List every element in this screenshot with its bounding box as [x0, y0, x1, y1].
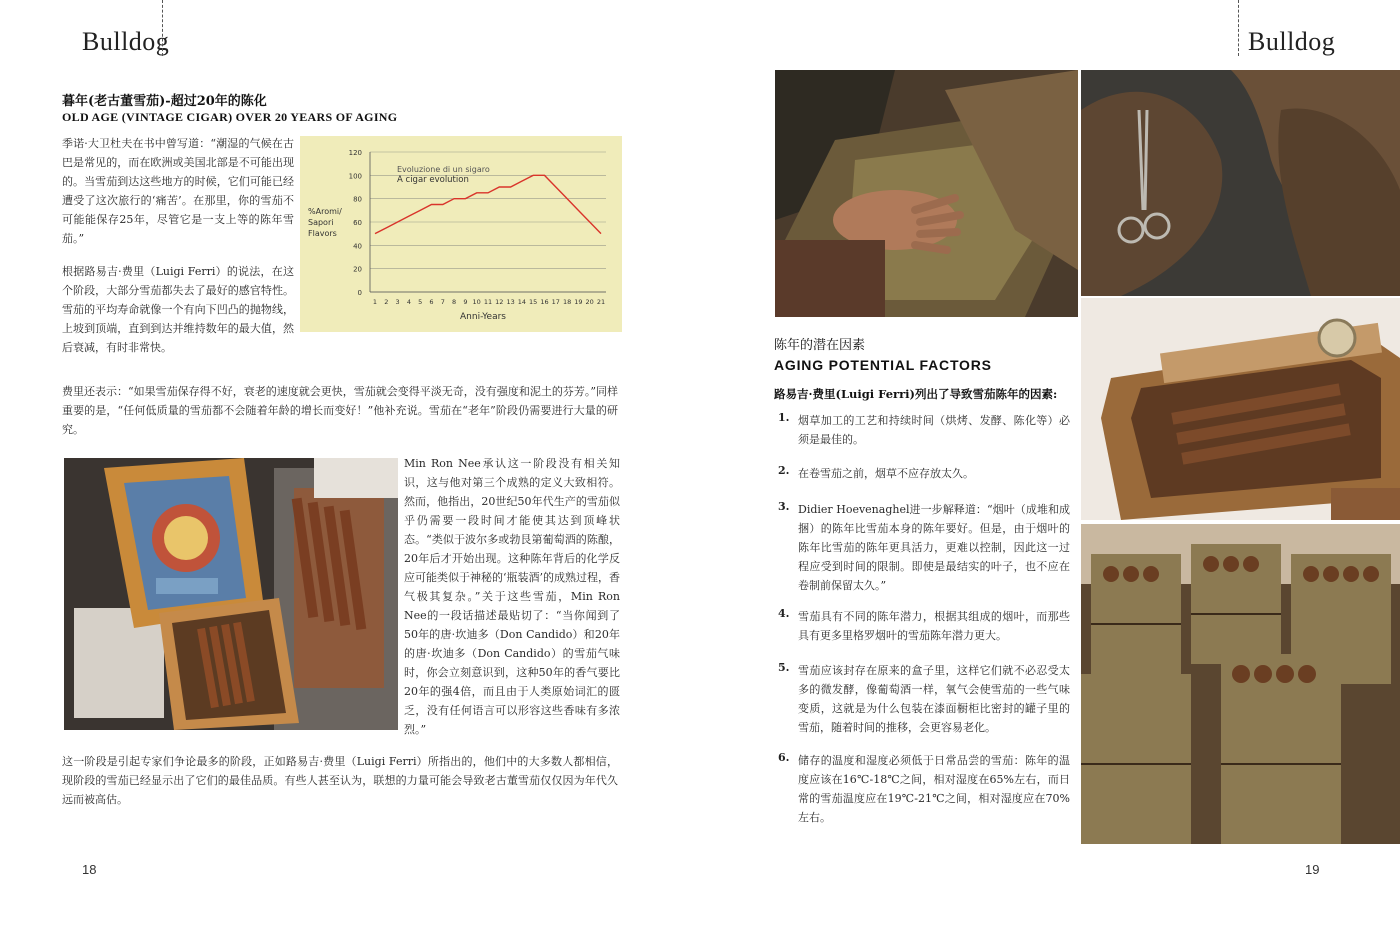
chart-y-tick-label: 20 — [353, 265, 362, 274]
humidor-photo — [1081, 298, 1400, 520]
header-divider — [162, 0, 163, 56]
factors-lead: 路易吉·费里(Luigi Ferri)列出了导致雪茄陈年的因素: — [774, 387, 1058, 401]
chart-x-tick-label: 18 — [562, 298, 572, 306]
chart-x-tick-label: 1 — [372, 298, 378, 306]
factor-text: 雪茄具有不同的陈年潜力，根据其组成的烟叶，而那些具有更多里格罗烟叶的雪茄陈年潜力更大。 — [798, 610, 1070, 642]
chart-x-tick-label: 4 — [406, 298, 411, 306]
page-number-right: 19 — [1305, 862, 1320, 877]
chart-y-tick-label: 100 — [348, 172, 362, 181]
factor-text: 储存的温度和湿度必须低于日常品尝的雪茄：陈年的温度应该在16℃-18℃之间，相对湿度在65%左右，而日常的雪茄温度应在19℃-21℃之间，相对湿度应在70%左右。 — [798, 754, 1070, 824]
paragraph-expert-debate: 这一阶段是引起专家们争论最多的阶段，正如路易吉·费里（Luigi Ferri）所指出的，他们中的大多数人都相信，现阶段的雪茄已经显示出了它们的最佳品质。有些人甚至认为，联想的力量可能会导致老古董雪茄仅仅因为年代久远而被高估。 — [62, 755, 618, 806]
chart-x-tick-label: 10 — [472, 298, 481, 306]
chart-x-tick-label: 2 — [384, 298, 389, 306]
factor-text: Didier Hoevenaghel进一步解释道：“烟叶（成堆和成捆）的陈年比雪茄本身的陈年要好。但是，由于烟叶的陈年比雪茄的陈年更具活力，更难以控制，因此这一过程应受到时间的限制。即使是最结实的叶子，也不应在卷制前保留太久。” — [798, 503, 1070, 592]
chart-x-tick-label: 21 — [596, 298, 606, 306]
factor-text: 雪茄应该封存在原来的盒子里，这样它们就不必忍受太多的微发酵，像葡萄酒一样，氧气会使雪茄的一些气味变质，这就是为什么包装在漆面橱柜比密封的罐子里的雪茄，随着时间的推移，会更容易老化。 — [798, 664, 1070, 734]
chart-x-tick-label: 12 — [495, 298, 504, 306]
chart-y-tick-label: 0 — [357, 289, 362, 297]
factor-text: 在卷雪茄之前，烟草不应存放太久。 — [798, 467, 974, 480]
section-heading-cn: 陈年的潜在因素 — [774, 338, 866, 353]
chart-x-tick-label: 13 — [506, 298, 515, 306]
factor-number: 5. — [778, 661, 790, 674]
chart-x-tick-label: 16 — [540, 298, 549, 306]
chart-x-tick-label: 19 — [574, 298, 583, 306]
paragraph-ferri-storage: 费里还表示：“如果雪茄保存得不好，衰老的速度就会更快，雪茄就会变得平淡无奇，没有强度和泥土的芬芳。”同样重要的是，“任何低质量的雪茄都不会随着年龄的增长而变好！”他补充说。雪茄在“老年”阶段仍需要进行大量的研究。 — [62, 385, 618, 436]
scissors-tobacco-photo — [1081, 70, 1400, 296]
brand-logo: Bulldog — [82, 27, 170, 56]
chart-y-tick-label: 80 — [353, 195, 362, 204]
section-heading-en: OLD AGE (VINTAGE CIGAR) OVER 20 YEARS OF AGING — [62, 110, 398, 124]
right-page — [700, 0, 1400, 940]
cigar-evolution-chart — [300, 136, 622, 332]
factor-number: 6. — [778, 751, 790, 764]
section-heading-en: AGING POTENTIAL FACTORS — [774, 357, 992, 373]
factor-number: 4. — [778, 607, 790, 620]
header-divider — [1238, 0, 1239, 56]
factor-number: 1. — [778, 411, 790, 424]
chart-x-tick-label: 17 — [551, 298, 560, 306]
chart-x-tick-label: 5 — [418, 298, 423, 306]
factor-text: 烟草加工的工艺和持续时间（烘烤、发酵、陈化等）必须是最佳的。 — [798, 414, 1070, 446]
page-number-left: 18 — [82, 862, 97, 877]
factor-number: 2. — [778, 464, 790, 477]
chart-x-tick-label: 20 — [585, 298, 594, 306]
chart-x-label: Anni-Years — [460, 312, 506, 322]
chart-x-tick-label: 7 — [440, 298, 445, 306]
chart-x-tick-label: 14 — [517, 298, 527, 306]
chart-x-tick-label: 3 — [395, 298, 400, 306]
chart-y-tick-label: 40 — [353, 242, 362, 251]
section-heading-cn: 暮年(老古董雪茄)-超过20年的陈化 — [62, 94, 267, 109]
chart-y-label: %Aromi/ Sapori Flavors — [308, 207, 342, 238]
chart-x-tick-label: 11 — [483, 298, 493, 306]
paragraph-min-ron-nee: Min Ron Nee承认这一阶段没有相关知识，这与他对第三个成熟的定义大致相符。然而，他指出，20世纪50年代生产的雪茄似乎仍需要一段时间才能使其达到顶峰状态。“类似于波尔多或勃艮第葡萄酒的陈酿，20年后才开始出现。这种陈年背后的化学反应可能类似于神秘的‘瓶装酒’的成熟过程，香气极其复杂。”关于这些雪茄，Min Ron Nee的一段话描述最贴切了：“当你闻到了50年的唐·坎迪多（Don Candido）和20年的唐·坎迪多（Don Candido）的雪茄气味时，你会立刻意识到，这种50年的香气要比20年的强4倍，而且由于人类原始词汇的匮乏，没有任何语言可以形容这些香味有多浓烈。” — [404, 457, 620, 736]
chart-subtitle: A cigar evolution — [397, 175, 469, 185]
chart-y-tick-label: 60 — [353, 219, 362, 227]
cigar-bundles-photo — [1081, 524, 1400, 844]
paragraph-ferri-lifespan: 根据路易吉·费里（Luigi Ferri）的说法，在这个阶段，大部分雪茄都失去了最好的感官特性。雪茄的平均寿命就像一个有向下凹凸的抛物线，上坡到顶端，直到到达并维持数年的最大值，然后衰减，有时非常快。 — [62, 265, 294, 354]
tobacco-leaves-hand-photo — [775, 70, 1078, 317]
cigar-box-photo — [64, 458, 398, 730]
chart-x-tick-label: 9 — [463, 298, 468, 306]
chart-x-tick-label: 6 — [429, 298, 434, 306]
chart-title-block — [397, 165, 490, 185]
factor-number: 3. — [778, 500, 790, 513]
chart-y-tick-label: 120 — [348, 149, 362, 157]
paragraph-davidoff: 季诺·大卫杜夫在书中曾写道：“潮湿的气候在古巴是常见的，而在欧洲或美国北部是不可能出现的。当雪茄到达这些地方的时候，它们可能已经遭受了这次旅行的‘痛苦’。在那里，你的雪茄不可能能保存25年，尽管它是一支上等的陈年雪茄。” — [62, 137, 294, 245]
chart-x-tick-label: 15 — [529, 298, 538, 306]
brand-logo: Bulldog — [1248, 27, 1336, 56]
chart-x-tick-label: 8 — [452, 298, 457, 306]
chart-title: Evoluzione di un sigaro — [397, 165, 490, 174]
